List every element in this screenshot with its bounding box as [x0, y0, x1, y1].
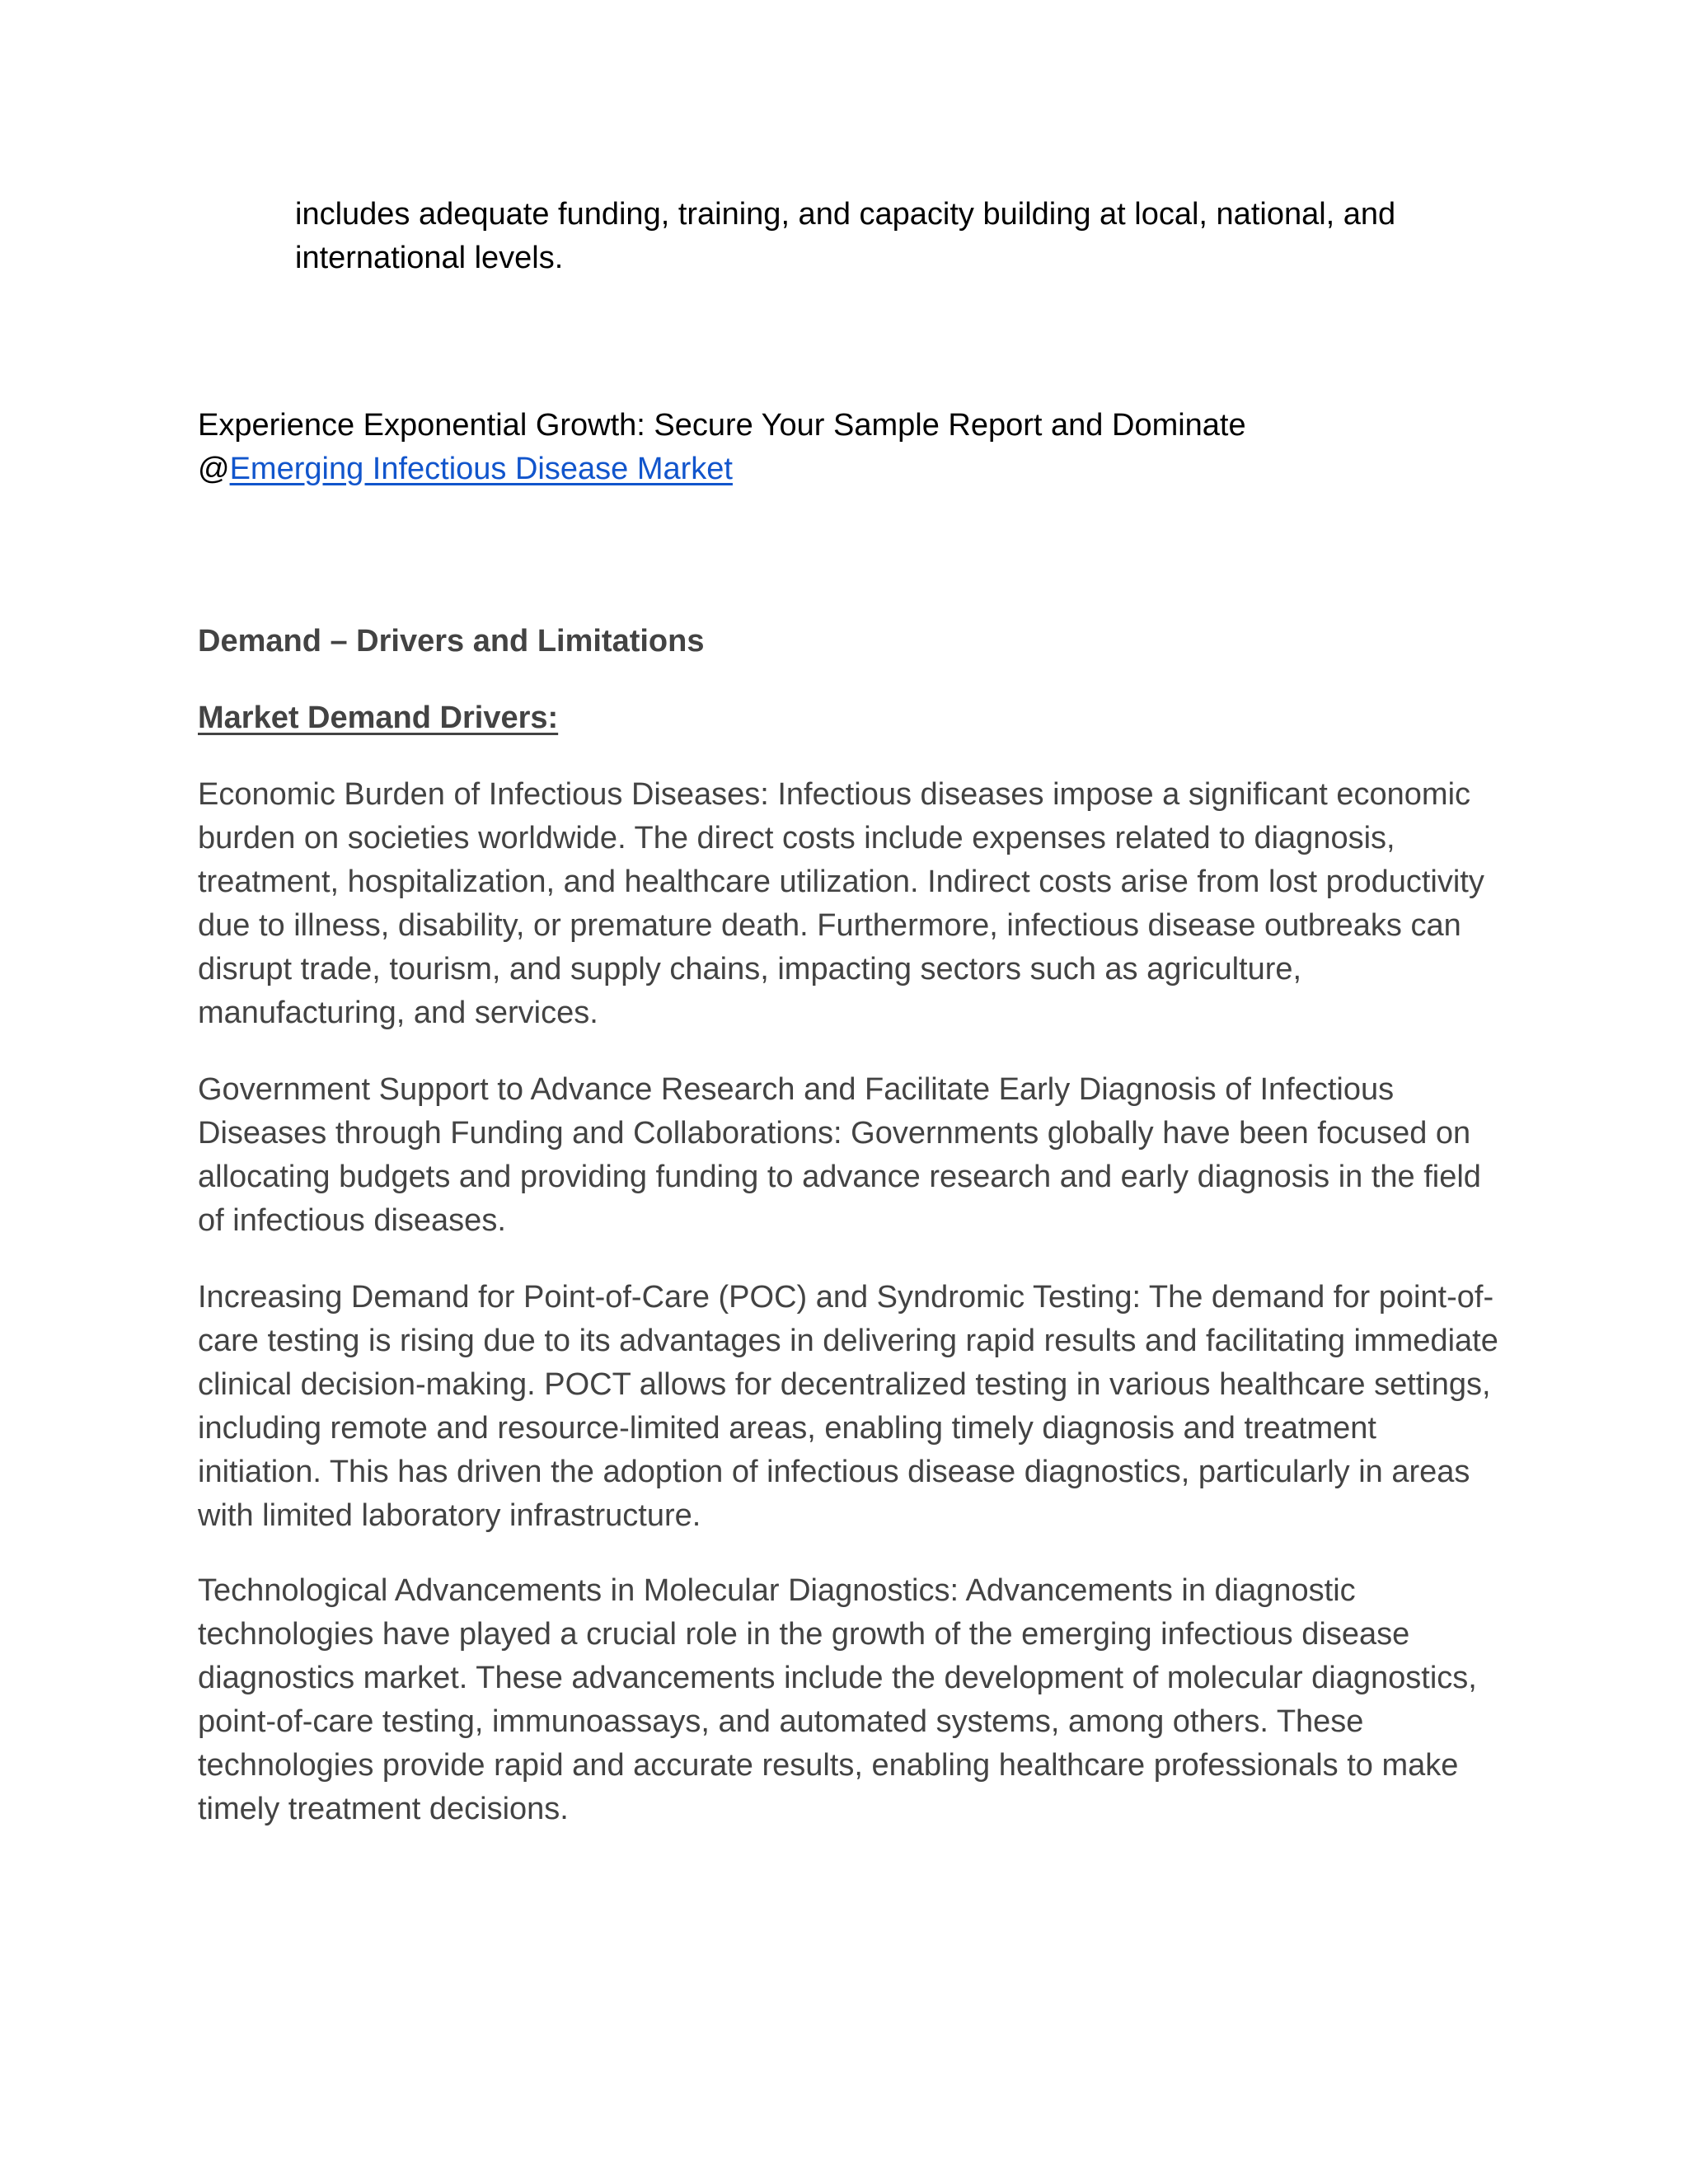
market-report-link[interactable]: Emerging Infectious Disease Market	[229, 452, 733, 486]
paragraph-government-support: Government Support to Advance Research and Facilitate Early Diagnosis of Infectious Diseases through Funding and Collaborations: Governments globally have been focused on allocating budgets and providing funding to advance research and early diagnosis in the field of infectious diseases.	[198, 1072, 1481, 1238]
cta-text: Experience Exponential Growth: Secure Your Sample Report and Dominate	[198, 408, 1246, 443]
subheading-market-demand-drivers: Market Demand Drivers:	[198, 701, 559, 735]
continuation-paragraph: includes adequate funding, training, and capacity building at local, national, and international levels.	[295, 197, 1396, 275]
cta-prefix: @	[198, 452, 230, 486]
paragraph-economic-burden: Economic Burden of Infectious Diseases: Infectious diseases impose a significant economic burden on societies worldwide. The direct costs include expenses related to diagnosis, treatment, hospitalization, and healthcare utilization. Indirect costs arise from lost productivity due to illness, disability, or premature death. Furthermore, infectious disease outbreaks can disrupt trade, tourism, and supply chains, impacting sectors such as agriculture, manufacturing, and services.	[198, 777, 1484, 1030]
paragraph-technological-advancements: Technological Advancements in Molecular Diagnostics: Advancements in diagnostic technologies have played a crucial role in the growth of the emerging infectious disease diagnostics market. These advancements include the development of molecular diagnostics, point-of-care testing, immunoassays, and automated systems, among others. These technologies provide rapid and accurate results, enabling healthcare professionals to make timely treatment decisions.	[198, 1573, 1477, 1826]
section-heading: Demand – Drivers and Limitations	[198, 624, 705, 658]
cta-paragraph	[198, 404, 1500, 491]
paragraph-point-of-care: Increasing Demand for Point-of-Care (POC) and Syndromic Testing: The demand for point-of-care testing is rising due to its advantages in delivering rapid results and facilitating immediate clinical decision-making. POCT allows for decentralized testing in various healthcare settings, including remote and resource-limited areas, enabling timely diagnosis and treatment initiation. This has driven the adoption of infectious disease diagnostics, particularly in areas with limited laboratory infrastructure.	[198, 1280, 1498, 1533]
